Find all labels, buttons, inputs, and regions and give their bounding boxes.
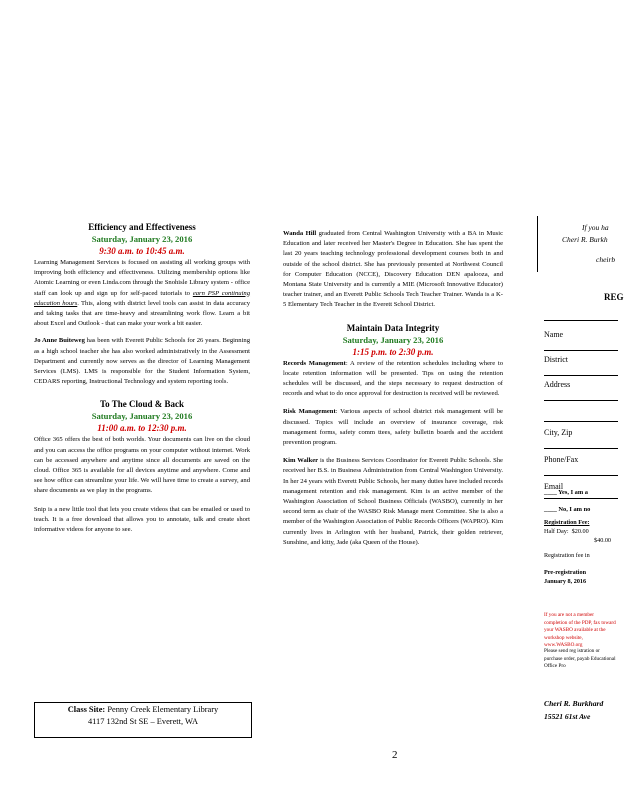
class-site-box	[34, 702, 252, 738]
presenter-name: Kim Walker	[283, 457, 319, 465]
session-1-date: Saturday, January 23, 2016	[91, 234, 193, 244]
city-zip-field[interactable]: City, Zip	[544, 422, 618, 449]
column-1	[34, 222, 250, 535]
registration-heading: REG	[604, 292, 624, 302]
session-2-date: Saturday, January 23, 2016	[91, 411, 193, 422]
registration-form	[544, 322, 618, 499]
class-site-name: Penny Creek Elementary Library	[107, 705, 219, 714]
session-2-body-2: Snip is a new little tool that lets you create videos that can be emailed or used to teach. It is a free download that allows you to annotate, talk and create short informative videos for anyone to see.	[34, 505, 250, 534]
session-1-time: 9:30 a.m. to 10:45 a.m.	[99, 246, 185, 256]
session-3-date: Saturday, January 23, 2016	[342, 334, 444, 345]
session-3-title: Maintain Data Integrity	[346, 322, 440, 333]
yes-member-option[interactable]: ____ Yes, I am a	[544, 489, 588, 496]
class-site-address: 4117 132nd St SE – Everett, WA	[87, 717, 199, 726]
column-2	[283, 229, 503, 548]
mailing-signature: Cheri R. Burkhard 15521 61st Ave	[544, 699, 604, 721]
non-member-note: If you are not a member completion of the PDP, fax toward your WASBO available at the workshop website, www.WASBO.org	[544, 612, 616, 648]
session-1-body: Learning Management Services is focused on assisting all working groups with improving both efficiency and effectiveness. Utilizing membership options like Atomic Learning or even Linda.com through the Snohisle Library system - office staff can look up and sign up for self-paced tutorials to earn PSP continuing education hours. This, along with district level tools can assist in data accuracy and taking tasks that are time-heavy and streamlining work flow. Learn a bit about Excel and Outlook - that can make your work a bit easier.	[34, 259, 251, 328]
risk-management-paragraph: Risk Management: Various aspects of school district risk management will be discussed. Topics will include an overview of insurance coverage, risk management forms, safety comm ttees, safety bulletin boards and the accident prevention program.	[283, 408, 503, 447]
no-member-option[interactable]: ____ No, I am no	[544, 506, 591, 513]
class-site-label: Class Site:	[67, 705, 106, 714]
phone-fax-field[interactable]: Phone/Fax	[544, 449, 618, 476]
contact-note-box: If you ha Cheri R. Burkh cheirb	[537, 216, 638, 272]
presenter-name: Wanda Hill	[283, 230, 317, 237]
presenter-bio-kim: Kim Walker is the Business Services Coordinator for Everett Public Schools. She received her B.S. in Business Administration from Central Washington University. In her 24 years with Everett Public Schools, her many duties have included records management retention and risk management. Kim is an active member of the Washington Association of School Business Officials (WASBO), currently in her second term as chair of the WASBO Risk Manage ment Committee. She is also a member of the Washington Association of Public Records Officers (WAPRO). Kim currently lives in Arlington with her husband, Patrick, their golden retriever, Sunshine, and kitty, Jade (aka Queen of the House).	[283, 457, 503, 546]
session-1-title: Efficiency and Effectiveness	[88, 222, 196, 232]
session-2-title: To The Cloud & Back	[99, 399, 185, 410]
records-management-paragraph: Records Management: A review of the retention schedules including where to locate retention information will be presented. Tips on using the retention schedules will be discussed, and the steps necessary to request destruction of records and what to do once approval for destruction is received will be reviewed.	[283, 359, 504, 398]
session-1-presenter-bio: Jo Anne Buiteweg has been with Everett Public Schools for 26 years. Beginning as a high school teacher she has also worked administratively in the Assessment Department and currently now serves as the director of Learning Management Services (LMS). LMS is responsible for the Student Information System, CEDARS reporting, Instructional Technology and system reporting tools.	[34, 337, 250, 386]
district-field[interactable]: District	[544, 351, 618, 376]
name-field[interactable]: Name	[544, 322, 618, 351]
psp-hours-link[interactable]: earn PSP continuing education hours	[34, 289, 251, 307]
presenter-name: Jo Anne Buiteweg	[34, 337, 85, 345]
presenter-bio-wanda: Wanda Hill graduated from Central Washington University with a BA in Music Education and later received her Master's Degree in Education. She has spent the last 20 years teaching technology professional development courses both in and outside of the school district. She has previously presented at Northwest Council for Computer Education (NCCE), Discovery Education DEN apalooza, and Montana State University and is currently a MIE (Microsoft Innovative Educator) teacher trainer, and an Everett Public Schools Tech Teacher Trainer. Wanda is a K-5 Elementary Tech Teacher in the Everett School District.	[283, 230, 503, 309]
fee-section: Registration Fee: Half Day: $20.00 $40.00 Registration fee in Pre-registration January 8, 2016	[544, 519, 612, 585]
mailing-note: Please send reg istration or purchase order, payab Educational Office Pro	[544, 648, 616, 669]
session-3-time: 1:15 p.m. to 2:30 p.m.	[352, 346, 434, 357]
address-field[interactable]: Address	[544, 376, 618, 401]
page-number: 2	[392, 749, 398, 761]
session-2-body: Office 365 offers the best of both worlds. Your documents can live on the cloud and you can access the office programs on your computer without internet. Work can be accessed anywhere and anytime since all documents are saved on the cloud. Office 365 is available for all devices anytime and anywhere. Come and see how office can streamline your life. We will have time to create a survey, and share documents as we play in the programs.	[34, 436, 250, 495]
member-options	[544, 484, 618, 518]
session-2-time: 11:00 a.m. to 12:30 p.m.	[97, 423, 187, 434]
email-field[interactable]: Email	[544, 476, 618, 499]
